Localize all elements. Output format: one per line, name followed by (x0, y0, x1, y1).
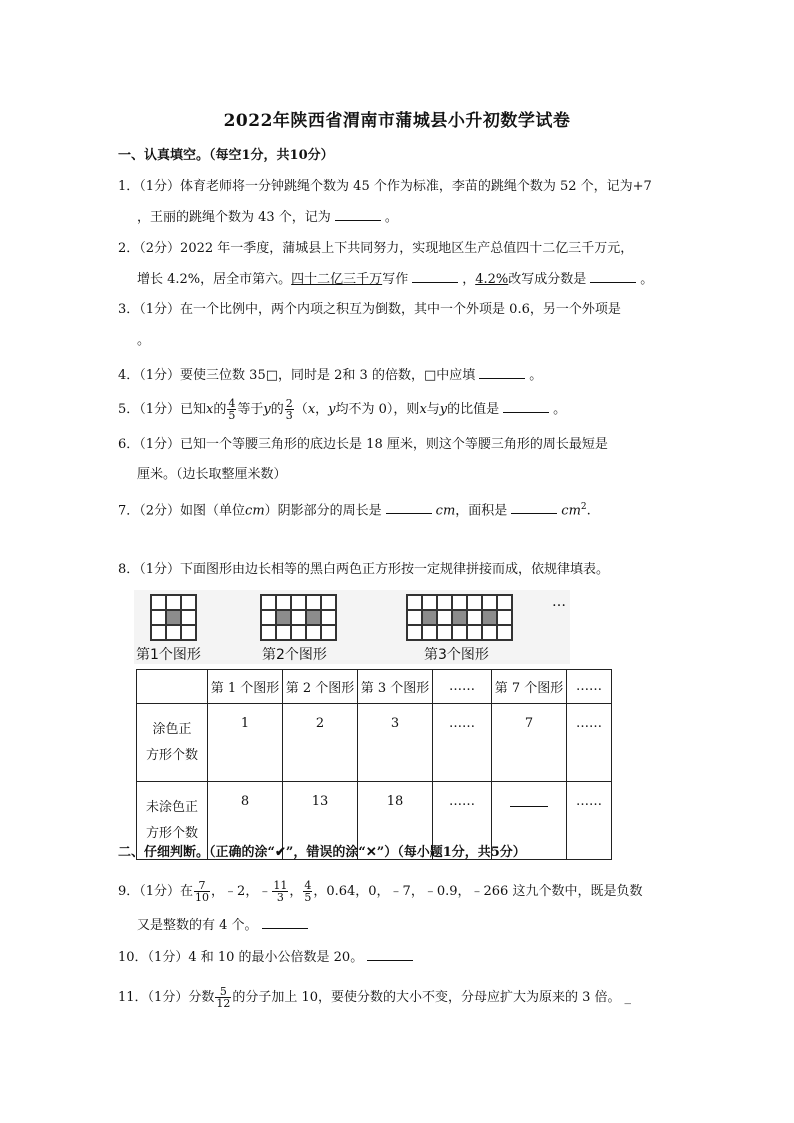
answer-blank (510, 794, 548, 807)
answer-blank[interactable] (590, 270, 636, 283)
continuation-ellipsis: … (552, 594, 567, 610)
pattern-figures (134, 590, 570, 664)
answer-blank[interactable] (503, 400, 549, 413)
question-8: 8．（1分）下面图形由边长相等的黑白两色正方形按一定规律拼接而成，依规律填表。 (118, 562, 610, 577)
answer-blank[interactable] (386, 501, 432, 514)
shaded-square (422, 610, 437, 625)
figure-3-label: 第3个图形 (424, 647, 489, 663)
figure-3-grid (406, 594, 513, 641)
question-2-line-1: 2．（2分）2022 年一季度，蒲城县上下共同努力，实现地区生产总值四十二亿三千万元， (118, 241, 634, 256)
shaded-square (276, 610, 291, 625)
shaded-square (452, 610, 467, 625)
question-3-line-1: 3．（1分）在一个比例中，两个内项之积互为倒数，其中一个外项是 0.6，另一个外项是 (118, 302, 621, 317)
fraction: $\frac{11}{3}$ (273, 879, 288, 904)
question-9-line-2: 又是整数的有 4 个。 (137, 916, 312, 935)
question-6-line-1: 6．（1分）已知一个等腰三角形的底边长是 18 厘米，则这个等腰三角形的周长最短是 (118, 437, 608, 452)
figure-1-grid (150, 594, 197, 641)
figure-2-grid (260, 594, 337, 641)
shaded-square (166, 610, 181, 625)
section-2-heading: 二、仔细判断。（正确的涂“✔”，错误的涂“✕”）（每小题1分，共5分） (118, 845, 526, 860)
fraction: $\frac{4}{5}$ (304, 879, 312, 904)
answer-blank[interactable] (479, 366, 525, 379)
row-label: 涂色正 方形个数 (137, 704, 208, 782)
table-row: 未涂色正 方形个数 8 13 18 …… …… (137, 782, 612, 860)
pattern-table (136, 669, 612, 860)
answer-blank[interactable] (511, 501, 557, 514)
question-6-line-2: 厘米。（边长取整厘米数） (137, 467, 287, 482)
answer-blank[interactable] (367, 948, 413, 961)
question-7: 7．（2分）如图（单位cm）阴影部分的周长是 cm，面积是 $cm^2$. (118, 502, 591, 519)
shaded-square (482, 610, 497, 625)
question-1-line-2: ，王丽的跳绳个数为 43 个，记为 。 (137, 210, 398, 225)
shaded-square (306, 610, 321, 625)
table-row: 涂色正 方形个数 1 2 3 …… 7 …… (137, 704, 612, 782)
fraction: $\frac{5}{12}$ (216, 985, 231, 1010)
answer-blank[interactable] (262, 916, 308, 929)
question-9-line-1: 9．（1分）在 $\frac{7}{10}$ ，﹣2，﹣ $\frac{11}{3}$ ， $\frac{4}{5}$ ，0.64，0，﹣7，﹣0.9，﹣266 这九个数中，既是负数 (118, 879, 643, 904)
table-header-row: 第 1 个图形 第 2 个图形 第 3 个图形 …… 第 7 个图形 …… (137, 670, 612, 704)
question-11: 11．（1分）分数 $\frac{5}{12}$ 的分子加上 10，要使分数的大小不变，分母应扩大为原来的 3 倍。 _ (118, 985, 632, 1010)
fraction: $\frac{7}{10}$ (195, 879, 210, 904)
section-1-heading: 一、认真填空。（每空1分，共10分） (118, 148, 334, 163)
question-2-line-2: 增长 4.2%，居全市第六。四十二亿三千万写作 ，4.2%改写成分数是 。 (137, 272, 654, 287)
fraction: $\frac{4}{5}$ (228, 397, 236, 422)
answer-blank[interactable] (412, 270, 458, 283)
figure-1-label: 第1个图形 (136, 647, 201, 663)
question-10: 10．（1分）4 和 10 的最小公倍数是 20。 (118, 948, 417, 967)
question-5: 5．（1分）已知x的 $\frac{4}{5}$ 等于y的 $\frac{2}{3}$ （x，y均不为 0），则x与y的比值是 。 (118, 397, 567, 422)
question-3-line-2: 。 (137, 333, 151, 348)
question-4: 4．（1分）要使三位数 35□，同时是 2和 3 的倍数，□中应填 。 (118, 368, 543, 383)
figure-2-label: 第2个图形 (262, 647, 327, 663)
question-1-line-1: 1．（1分）体育老师将一分钟跳绳个数为 45 个作为标准，李苗的跳绳个数为 52 个，记为+7 (118, 179, 652, 194)
answer-blank[interactable] (335, 208, 381, 221)
row-label: 未涂色正 方形个数 (137, 782, 208, 860)
page-title: 2022年陕西省渭南市蒲城县小升初数学试卷 (223, 111, 571, 131)
fraction: $\frac{2}{3}$ (285, 397, 293, 422)
